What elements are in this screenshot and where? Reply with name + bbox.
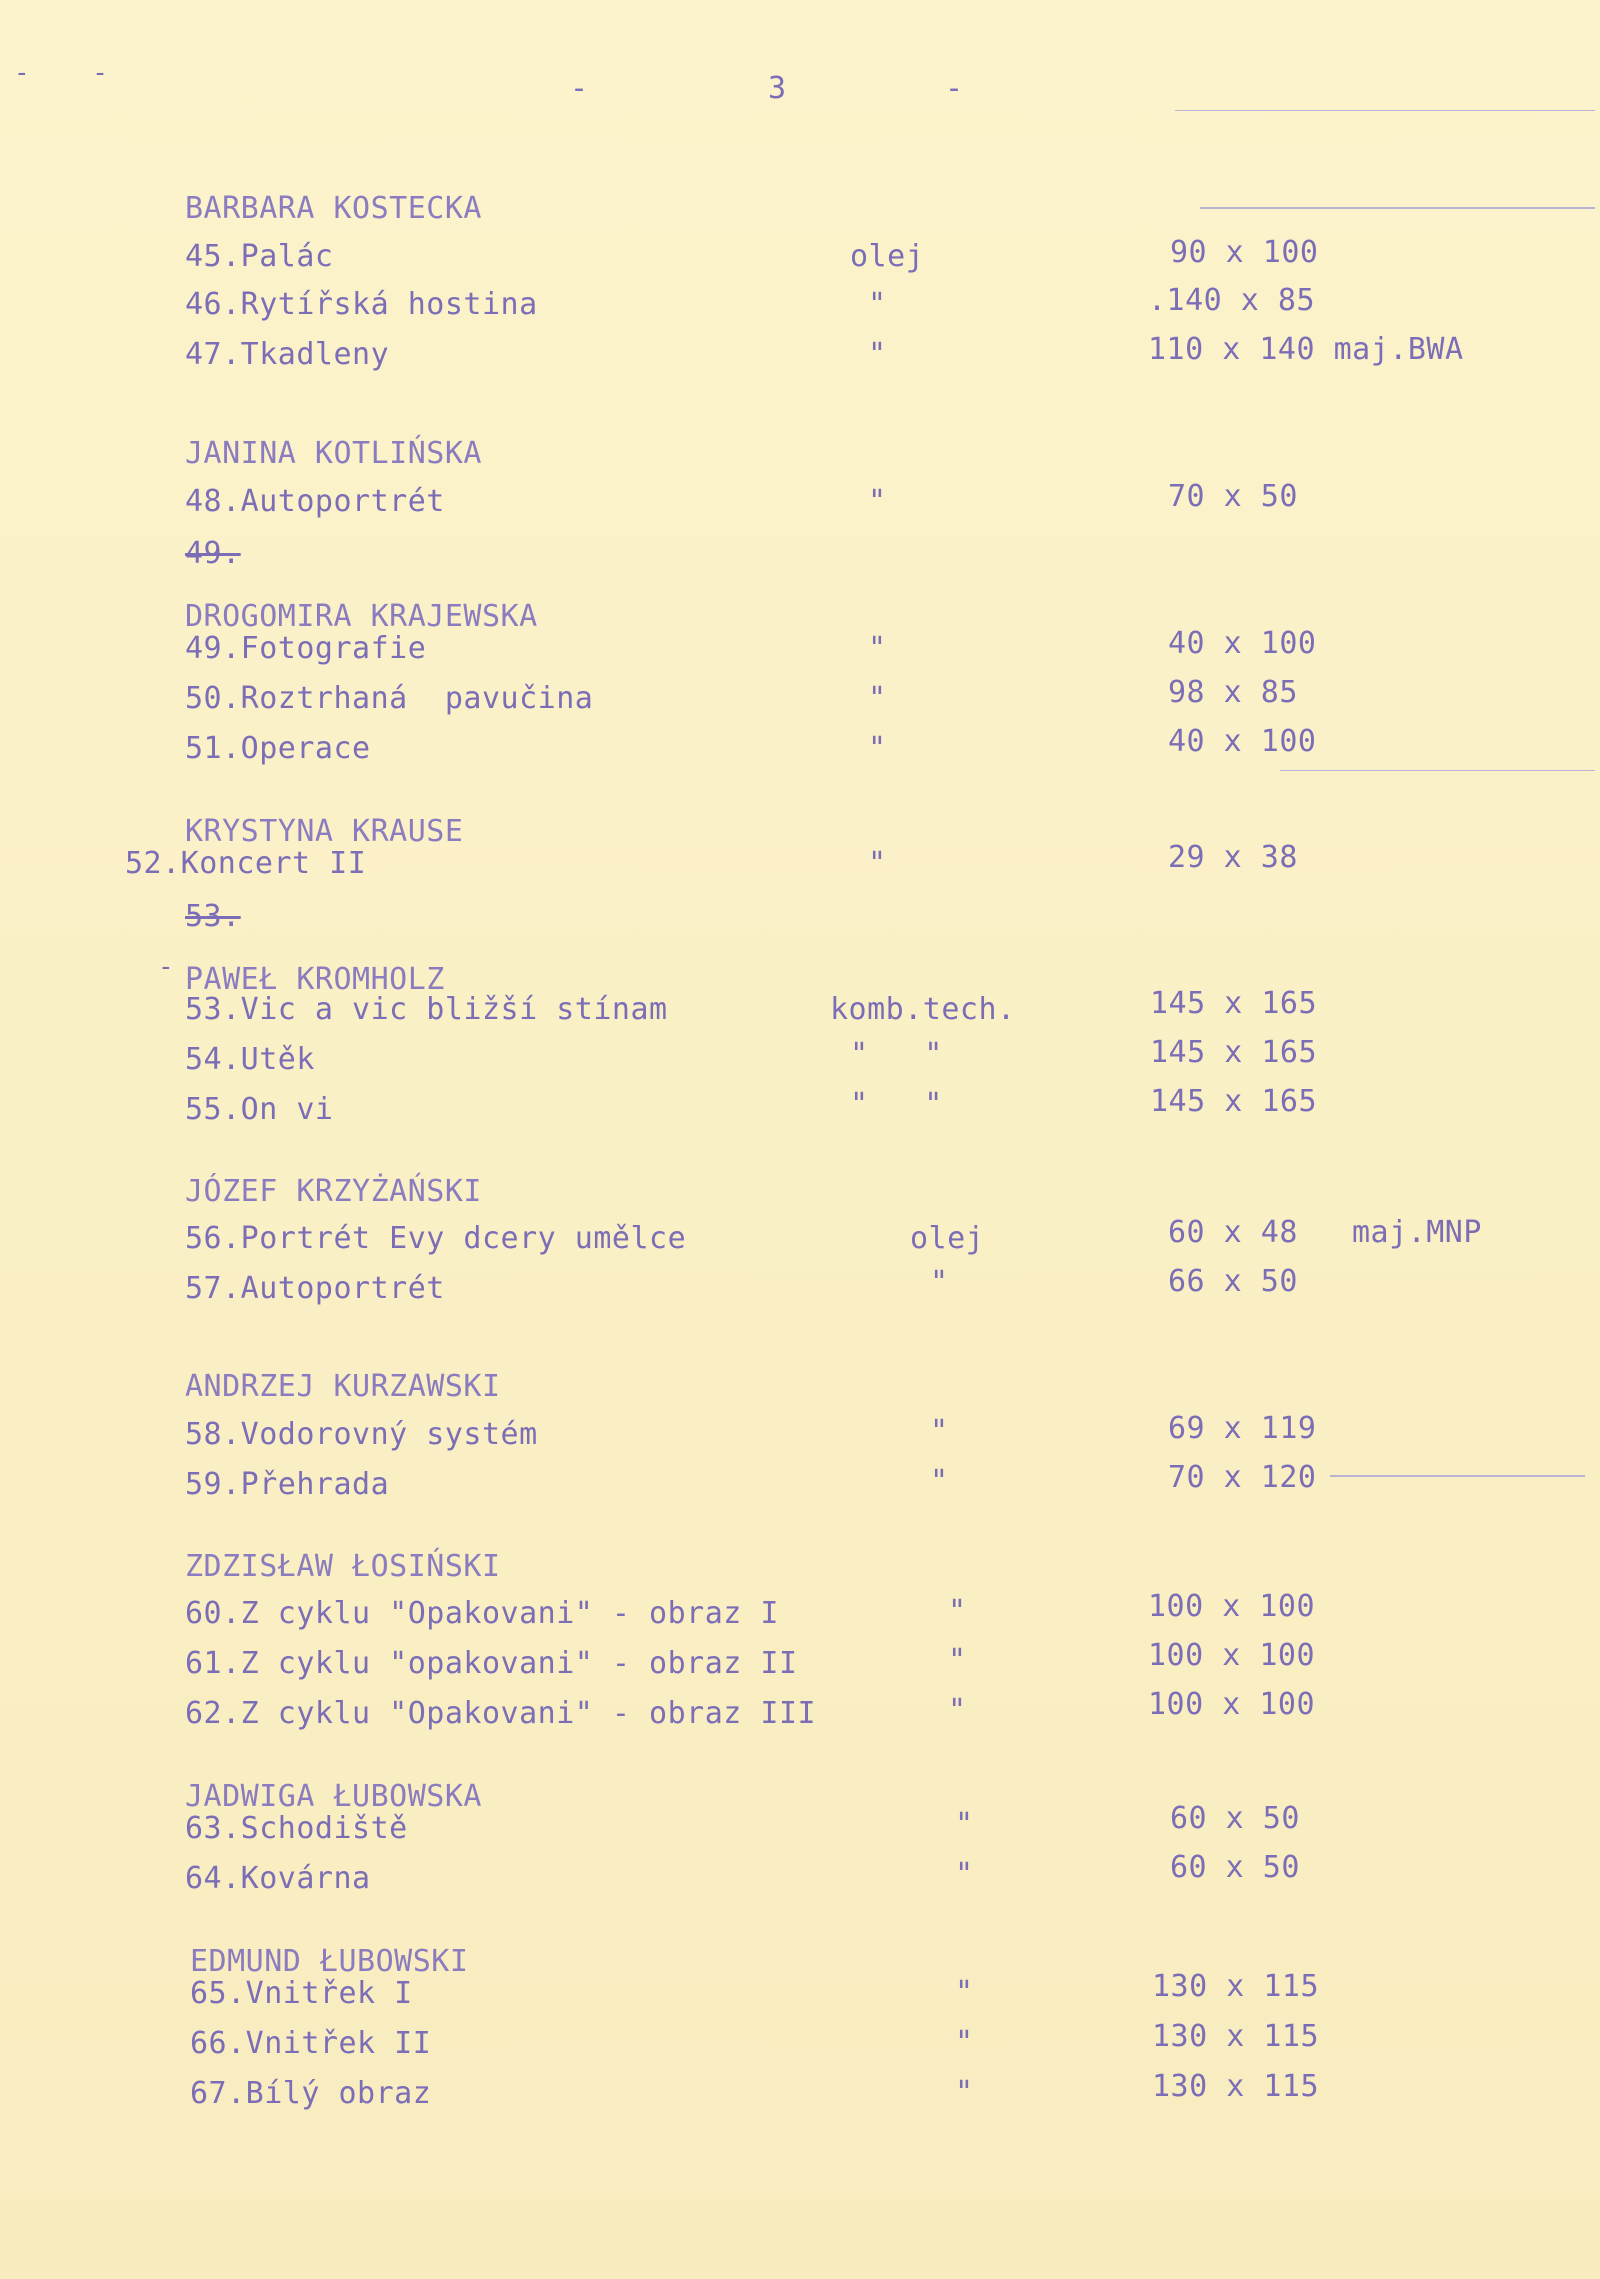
artwork-medium: " <box>868 631 887 666</box>
artwork-medium: " <box>868 287 887 322</box>
artwork-size: 130 x 115 <box>1152 2069 1320 2104</box>
artist-name: DROGOMIRA KRAJEWSKA <box>185 599 538 634</box>
artwork-size: 40 x 100 <box>1168 724 1317 759</box>
artwork-title: 50.Roztrhaná pavučina <box>185 681 594 716</box>
artwork-title: 56.Portrét Evy dcery umělce <box>185 1221 687 1256</box>
artwork-title: 62.Z cyklu "Opakovani" - obraz III <box>185 1696 817 1731</box>
artwork-medium: " <box>955 1807 974 1842</box>
artwork-title: 52.Koncert II <box>125 846 367 881</box>
artist-name: EDMUND ŁUBOWSKI <box>190 1944 469 1979</box>
struck-number: 53. <box>185 899 241 934</box>
artist-name: KRYSTYNA KRAUSE <box>185 814 464 849</box>
artwork-medium: olej <box>910 1221 985 1256</box>
rule-line <box>1200 207 1595 209</box>
artwork-medium: " <box>948 1693 967 1728</box>
artwork-title: 59.Přehrada <box>185 1467 390 1502</box>
artwork-title: 57.Autoportrét <box>185 1271 445 1306</box>
artwork-title: 47.Tkadleny <box>185 337 390 372</box>
artwork-size: 130 x 115 <box>1152 1969 1320 2004</box>
artwork-medium: " <box>930 1464 949 1499</box>
struck-number: 49. <box>185 536 241 571</box>
page-number-dash-right: - <box>945 71 964 106</box>
artwork-size: 145 x 165 <box>1150 1035 1318 1070</box>
rule-line <box>1280 770 1595 771</box>
artwork-title: 58.Vodorovný systém <box>185 1417 538 1452</box>
artwork-medium: " <box>955 1975 974 2010</box>
artwork-medium: " <box>930 1265 949 1300</box>
artist-name: ANDRZEJ KURZAWSKI <box>185 1369 501 1404</box>
page-number-dash-left: - <box>570 71 589 106</box>
artist-name: JÓZEF KRZYŻAŃSKI <box>185 1174 482 1209</box>
artwork-title: 55.On vi <box>185 1092 334 1127</box>
artwork-size: 29 x 38 <box>1168 840 1298 875</box>
artwork-title: 54.Utěk <box>185 1042 315 1077</box>
artwork-size: 100 x 100 <box>1148 1589 1316 1624</box>
artwork-title: 64.Kovárna <box>185 1861 371 1896</box>
artwork-medium: " <box>868 484 887 519</box>
artwork-size: 70 x 120 <box>1168 1460 1317 1495</box>
artwork-title: 45.Palác <box>185 239 334 274</box>
artwork-medium: komb.tech. <box>830 992 1016 1027</box>
artist-name: ZDZISŁAW ŁOSIŃSKI <box>185 1549 501 1584</box>
artwork-size: 70 x 50 <box>1168 479 1298 514</box>
artwork-title: 53.Vic a vic bližší stínam <box>185 992 668 1027</box>
artwork-medium: olej <box>850 239 925 274</box>
artwork-size: 60 x 48 <box>1168 1215 1298 1250</box>
artwork-size: 40 x 100 <box>1168 626 1317 661</box>
artwork-size: 90 x 100 <box>1170 235 1319 270</box>
artwork-medium: " " <box>850 1037 943 1072</box>
artwork-size: 130 x 115 <box>1152 2019 1320 2054</box>
artwork-note: maj.MNP <box>1352 1215 1482 1250</box>
artwork-title: 51.Operace <box>185 731 371 766</box>
artwork-medium: " <box>868 846 887 881</box>
artwork-size: 145 x 165 <box>1150 986 1318 1021</box>
artwork-size: 60 x 50 <box>1170 1801 1300 1836</box>
artwork-size: 100 x 100 <box>1148 1687 1316 1722</box>
artwork-size: 60 x 50 <box>1170 1850 1300 1885</box>
artwork-size: .140 x 85 <box>1148 283 1316 318</box>
rule-line <box>1330 1475 1585 1477</box>
artist-name: JANINA KOTLIŃSKA <box>185 436 482 471</box>
artwork-size: 110 x 140 maj.BWA <box>1148 332 1464 367</box>
artwork-medium: " <box>955 1857 974 1892</box>
artist-name: JADWIGA ŁUBOWSKA <box>185 1779 482 1814</box>
artwork-size: 69 x 119 <box>1168 1411 1317 1446</box>
artwork-size: 145 x 165 <box>1150 1084 1318 1119</box>
artwork-title: 49.Fotografie <box>185 631 427 666</box>
artwork-size: 100 x 100 <box>1148 1638 1316 1673</box>
artwork-medium: " <box>868 681 887 716</box>
artwork-title: 48.Autoportrét <box>185 484 445 519</box>
artist-name: PAWEŁ KROMHOLZ <box>185 962 445 997</box>
margin-dash: - <box>158 952 174 982</box>
artwork-medium: " <box>955 2025 974 2060</box>
artwork-title: 67.Bílý obraz <box>190 2076 432 2111</box>
artwork-medium: " <box>930 1414 949 1449</box>
artwork-medium: " <box>948 1643 967 1678</box>
artwork-size: 66 x 50 <box>1168 1264 1298 1299</box>
artwork-title: 63.Schodiště <box>185 1811 408 1846</box>
artwork-medium: " <box>868 337 887 372</box>
artwork-medium: " <box>948 1594 967 1629</box>
artwork-medium: " " <box>850 1087 943 1122</box>
artwork-size: 98 x 85 <box>1168 675 1298 710</box>
artwork-title: 46.Rytířská hostina <box>185 287 538 322</box>
artwork-medium: " <box>868 731 887 766</box>
artwork-medium: " <box>955 2075 974 2110</box>
artist-name: BARBARA KOSTECKA <box>185 191 482 226</box>
rule-line <box>1175 110 1595 111</box>
artwork-title: 60.Z cyklu "Opakovani" - obraz I <box>185 1596 779 1631</box>
artwork-title: 65.Vnitřek I <box>190 1976 413 2011</box>
page-number: 3 <box>768 71 787 106</box>
corner-mark: - - <box>14 58 108 88</box>
artwork-title: 66.Vnitřek II <box>190 2026 432 2061</box>
artwork-title: 61.Z cyklu "opakovani" - obraz II <box>185 1646 798 1681</box>
